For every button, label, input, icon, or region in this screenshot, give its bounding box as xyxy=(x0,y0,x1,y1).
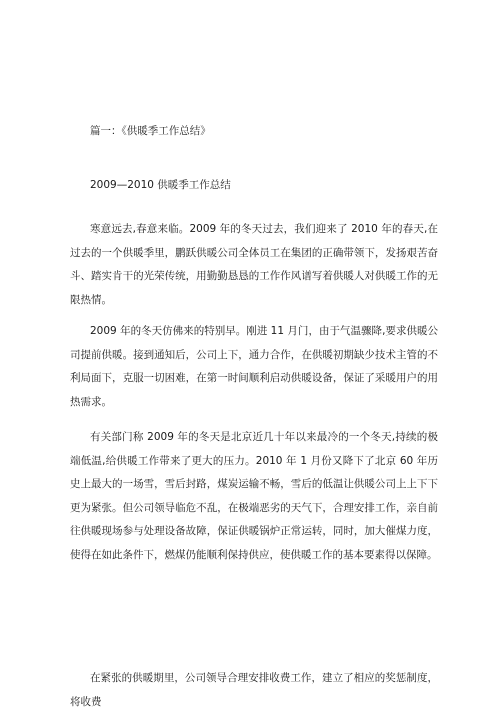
paragraph-2: 2009 年的冬天仿佛来的特别早。刚进 11 月门，由于气温骤降,要求供暖公司提前供暖。接到通知后，公司上下，通力合作，在供暖初期缺少技术主管的不利局面下，克服一切困难，在第一时间顺利启动供暖设备，保证了采暖用户的用热需求。 xyxy=(70,325,438,408)
document-subheading: 2009—2010 供暖季工作总结 xyxy=(90,179,231,191)
document-heading: 篇一：《供暖季工作总结》 xyxy=(90,125,211,137)
paragraph-4: 在紧张的供暖期里，公司领导合理安排收费工作，建立了相应的奖惩制度，将收费 xyxy=(70,672,438,708)
paragraph-3: 有关部门称 2009 年的冬天是北京近几十年以来最冷的一个冬天,持续的极端低温,给供暖工作带来了更大的压力。2010 年 1 月份又降下了北京 60 年历史上最大的一场雪，雪后封路，煤炭运输不畅，雪后的低温让供暖公司上上下下更为紧张。但公司领导临危不乱，在极端恶劣的天气下，合理安排工作，亲自前往供暖现场参与处理设备故障，保证供暖锅炉正常运转，同时，加大催煤力度，使得在如此条件下，燃煤仍能顺利保持供应，使供暖工作的基本要素得以保障。 xyxy=(70,431,438,561)
paragraph-1: 寒意远去,春意来临。2009 年的冬天过去，我们迎来了 2010 年的春天,在过去的一个供暖季里，鹏跃供暖公司全体员工在集团的正确带领下，发扬艰苦奋斗、踏实肯干的光荣传统，用勤勤恳恳的工作作风谱写着供暖人对供暖工作的无限热情。 xyxy=(70,223,438,306)
